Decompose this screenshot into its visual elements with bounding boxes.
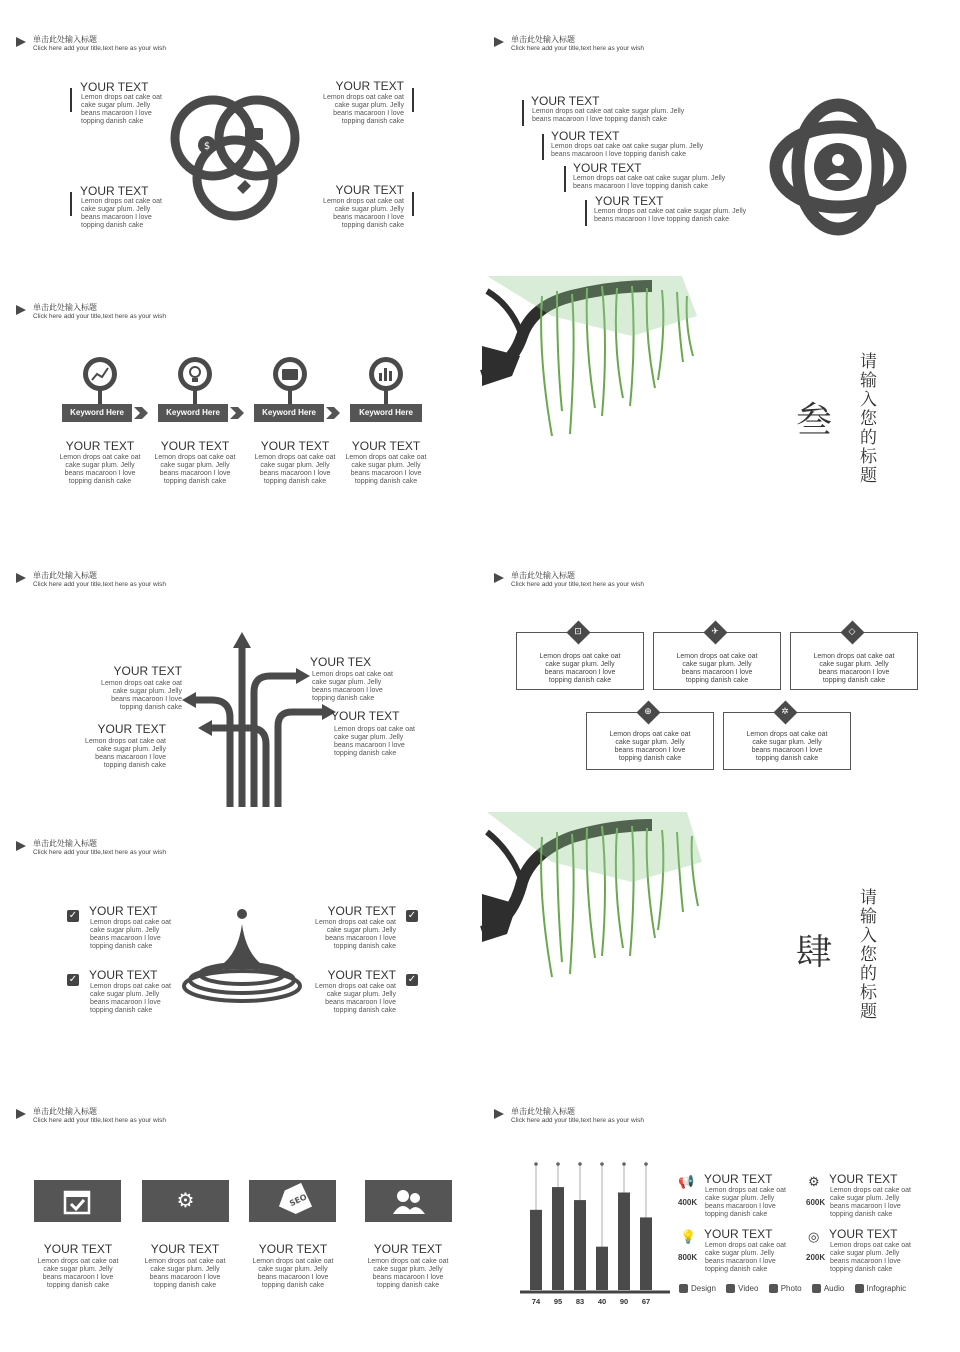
chevron-arrows <box>134 404 470 424</box>
item-title: YOUR TEXT <box>551 129 620 143</box>
keyword-label: Keyword Here <box>62 404 132 422</box>
gear-icon: ⚙ <box>808 1174 820 1189</box>
bar-guide-dot <box>644 1162 648 1166</box>
item-text: Lemon drops oat cake oat cake sugar plum. Jelly beans macaroon I love topping danish cake <box>254 454 336 485</box>
legend-item: Audio <box>812 1284 844 1293</box>
item-title: YOUR TEXT <box>160 439 230 453</box>
item-title: YOUR TEXT <box>258 1242 328 1256</box>
header-subtitle[interactable]: Click here add your title,text here as your wish <box>511 45 644 52</box>
item-title: YOUR TEXT <box>335 183 404 197</box>
keyword-label: Keyword Here <box>350 404 422 422</box>
stat-text: Lemon drops oat cake oat cake sugar plum. Jelly beans macaroon I love topping danish cake <box>705 1242 786 1273</box>
bar-guide-dot <box>622 1162 626 1166</box>
divider-bar <box>522 100 524 126</box>
bar-guide-dot <box>600 1162 604 1166</box>
bar <box>618 1193 630 1291</box>
gears-icon: ⚙ <box>142 1180 229 1222</box>
megaphone-icon: 📢 <box>678 1174 695 1189</box>
section-title-vertical[interactable]: 请输入您的标题 <box>856 352 876 485</box>
item-text: Lemon drops oat cake oat cake sugar plum. Jelly beans macaroon I love topping danish cake <box>81 94 162 125</box>
divider-bar <box>542 134 544 160</box>
item-text: Lemon drops oat cake oat cake sugar plum. Jelly beans macaroon I love topping danish cake <box>323 94 404 125</box>
lotus-emblem-icon <box>758 92 918 242</box>
text-box: Lemon drops oat cake oat cake sugar plum. Jelly beans macaroon I love topping danish cake <box>790 632 918 690</box>
item-text: Lemon drops oat cake oat cake sugar plum. Jelly beans macaroon I love topping danish cake <box>90 919 171 950</box>
divider-bar <box>412 88 414 112</box>
bar <box>552 1187 564 1290</box>
stat-title: YOUR TEXT <box>704 1227 773 1241</box>
svg-text:$: $ <box>203 141 211 152</box>
willow-tree-image <box>482 276 722 456</box>
item-title: YOUR TEXT <box>89 904 158 918</box>
section-title-vertical[interactable]: 请输入您的标题 <box>856 888 876 1021</box>
lock-glyph: ⊡ <box>574 626 582 636</box>
bar-label: 90 <box>619 1297 629 1306</box>
header-subtitle[interactable]: Click here add your title,text here as your wish <box>511 581 644 588</box>
text-box: Lemon drops oat cake oat cake sugar plum. Jelly beans macaroon I love topping danish cake <box>723 712 851 770</box>
slide-1 <box>0 10 470 272</box>
item-text: Lemon drops oat cake oat cake sugar plum. Jelly beans macaroon I love topping danish cake <box>367 1258 449 1289</box>
stat-value: 800K <box>678 1253 698 1262</box>
item-title: YOUR TEXT <box>327 968 396 982</box>
text-box: Lemon drops oat cake oat cake sugar plum. Jelly beans macaroon I love topping danish cake <box>516 632 644 690</box>
triangle-bullet-icon <box>16 1109 26 1119</box>
plane-glyph: ✈ <box>711 626 719 636</box>
checkbox-icon[interactable]: ✓ <box>407 974 417 985</box>
bar-guide-dot <box>534 1162 538 1166</box>
item-title: YOUR TEXT <box>97 722 166 736</box>
item-text: Lemon drops oat cake oat cake sugar plum. Jelly beans macaroon I love topping danish cake <box>85 738 166 769</box>
bar <box>596 1247 608 1290</box>
header-title[interactable]: 单击此处输入标题 <box>33 571 97 580</box>
item-title: YOUR TEXT <box>113 664 182 678</box>
item-title: YOUR TEXT <box>89 968 158 982</box>
bulb-icon: 💡 <box>680 1229 697 1244</box>
stat-text: Lemon drops oat cake oat cake sugar plum. Jelly beans macaroon I love topping danish cake <box>830 1242 911 1273</box>
item-text: Lemon drops oat cake oat cake sugar plum. Jelly beans macaroon I love topping danish cake <box>551 143 704 158</box>
triangle-bullet-icon <box>494 1109 504 1119</box>
item-title: YOUR TEXT <box>531 94 600 108</box>
item-text: Lemon drops oat cake oat cake sugar plum. Jelly beans macaroon I love topping danish cake <box>252 1258 334 1289</box>
diamond-glyph: ◇ <box>848 626 856 636</box>
item-title: YOUR TEXT <box>260 439 330 453</box>
triangle-bullet-icon <box>16 573 26 583</box>
item-text: Lemon drops oat cake oat cake sugar plum. Jelly beans macaroon I love topping danish cake <box>315 919 396 950</box>
calendar-check-icon <box>34 1180 121 1222</box>
team-icon <box>365 1180 452 1222</box>
bar-label: 95 <box>553 1297 563 1306</box>
bar-guide-dot <box>578 1162 582 1166</box>
item-text: Lemon drops oat cake oat cake sugar plum. Jelly beans macaroon I love topping danish cake <box>81 198 162 229</box>
item-text: Lemon drops oat cake oat cake sugar plum. Jelly beans macaroon I love topping danish cake <box>594 208 747 223</box>
bar-chart <box>520 1158 680 1308</box>
item-title: YOUR TEXT <box>331 709 400 723</box>
bar <box>574 1200 586 1290</box>
item-text: Lemon drops oat cake oat cake sugar plum. Jelly beans macaroon I love topping danish cake <box>345 454 427 485</box>
slide-9 <box>0 1082 470 1344</box>
checkbox-icon[interactable]: ✓ <box>68 910 78 921</box>
stat-text: Lemon drops oat cake oat cake sugar plum. Jelly beans macaroon I love topping danish cake <box>705 1187 786 1218</box>
stat-value: 200K <box>806 1253 826 1262</box>
item-text: Lemon drops oat cake oat cake sugar plum. Jelly beans macaroon I love topping danish cake <box>315 983 396 1014</box>
three-ring-emblem-icon <box>165 88 305 228</box>
header-subtitle[interactable]: Click here add your title,text here as your wish <box>33 45 166 52</box>
stat-text: Lemon drops oat cake oat cake sugar plum. Jelly beans macaroon I love topping danish cake <box>830 1187 911 1218</box>
item-title: YOUR TEXT <box>80 184 149 198</box>
gears-glyph: ✲ <box>781 706 789 716</box>
item-text: Lemon drops oat cake oat cake sugar plum. Jelly beans macaroon I love topping danish cake <box>144 1258 226 1289</box>
globe-glyph: ⊕ <box>644 706 652 716</box>
item-title: YOUR TEXT <box>43 1242 113 1256</box>
item-title: YOUR TEXT <box>351 439 421 453</box>
item-title: YOUR TEXT <box>573 161 642 175</box>
bar <box>640 1217 652 1290</box>
triangle-bullet-icon <box>16 37 26 47</box>
bar-label: 83 <box>575 1297 585 1306</box>
checkbox-icon[interactable]: ✓ <box>407 910 417 921</box>
bar-label: 74 <box>531 1297 541 1306</box>
divider-bar <box>412 192 414 216</box>
item-title: YOUR TEXT <box>327 904 396 918</box>
legend-item: Infographic <box>855 1284 907 1293</box>
slide-2 <box>478 10 948 272</box>
text-box: Lemon drops oat cake oat cake sugar plum. Jelly beans macaroon I love topping danish cake <box>653 632 781 690</box>
bar <box>530 1210 542 1290</box>
triangle-bullet-icon <box>494 37 504 47</box>
triangle-bullet-icon <box>16 841 26 851</box>
section-number: 叁 <box>796 400 833 441</box>
item-text: Lemon drops oat cake oat cake sugar plum. Jelly beans macaroon I love topping danish cake <box>573 175 726 190</box>
divider-bar <box>564 166 566 192</box>
header-subtitle[interactable]: Click here add your title,text here as your wish <box>33 581 166 588</box>
header-title[interactable]: 单击此处输入标题 <box>511 35 575 44</box>
header-subtitle[interactable]: Click here add your title,text here as your wish <box>33 1117 166 1124</box>
triangle-bullet-icon <box>16 305 26 315</box>
keyword-label: Keyword Here <box>254 404 324 422</box>
header-subtitle[interactable]: Click here add your title,text here as your wish <box>33 849 166 856</box>
header-subtitle[interactable]: Click here add your title,text here as your wish <box>33 313 166 320</box>
section-number: 肆 <box>796 932 833 973</box>
stat-value: 600K <box>806 1198 826 1207</box>
item-text: Lemon drops oat cake oat cake sugar plum. Jelly beans macaroon I love topping danish cake <box>59 454 141 485</box>
item-text: Lemon drops oat cake oat cake sugar plum. Jelly beans macaroon I love topping danish cake <box>101 680 182 711</box>
bar-label: 40 <box>597 1297 607 1306</box>
item-title: YOUR TEXT <box>150 1242 220 1256</box>
header-title[interactable]: 单击此处输入标题 <box>33 303 97 312</box>
section-divider-4 <box>478 812 948 1074</box>
stat-title: YOUR TEXT <box>829 1172 898 1186</box>
header-subtitle[interactable]: Click here add your title,text here as your wish <box>511 1117 644 1124</box>
header-title[interactable]: 单击此处输入标题 <box>511 571 575 580</box>
checkbox-icon[interactable]: ✓ <box>68 974 78 985</box>
stat-title: YOUR TEXT <box>829 1227 898 1241</box>
triangle-bullet-icon <box>494 573 504 583</box>
header-title[interactable]: 单击此处输入标题 <box>33 839 97 848</box>
legend-item: Design <box>679 1284 716 1293</box>
water-drop-ripple-icon <box>182 906 302 1006</box>
chart-legend <box>679 1284 906 1293</box>
header-title[interactable]: 单击此处输入标题 <box>33 35 97 44</box>
legend-item: Video <box>726 1284 758 1293</box>
bar-guide-dot <box>556 1162 560 1166</box>
slide-7 <box>0 814 470 1076</box>
keyword-label: Keyword Here <box>158 404 228 422</box>
item-text: Lemon drops oat cake oat cake sugar plum. Jelly beans macaroon I love topping danish cake <box>334 726 415 757</box>
item-title: YOUR TEXT <box>595 194 664 208</box>
item-text: Lemon drops oat cake oat cake sugar plum. Jelly beans macaroon I love topping danish cake <box>312 671 393 702</box>
stat-value: 400K <box>678 1198 698 1207</box>
divider-bar <box>70 192 72 216</box>
header-title[interactable]: 单击此处输入标题 <box>511 1107 575 1116</box>
bar-label: 67 <box>641 1297 651 1306</box>
text-box: Lemon drops oat cake oat cake sugar plum. Jelly beans macaroon I love topping danish cake <box>586 712 714 770</box>
slide-10 <box>478 1082 948 1344</box>
item-title: YOUR TEXT <box>373 1242 443 1256</box>
item-text: Lemon drops oat cake oat cake sugar plum. Jelly beans macaroon I love topping danish cake <box>90 983 171 1014</box>
seo-tag-icon <box>249 1180 336 1222</box>
item-text: Lemon drops oat cake oat cake sugar plum. Jelly beans macaroon I love topping danish cake <box>37 1258 119 1289</box>
header-title[interactable]: 单击此处输入标题 <box>33 1107 97 1116</box>
divider-bar <box>70 88 72 112</box>
stat-title: YOUR TEXT <box>704 1172 773 1186</box>
svg-text:SEO: SEO <box>288 1192 309 1209</box>
disc-icon: ◎ <box>808 1229 820 1244</box>
slide-5 <box>0 546 470 808</box>
divider-bar <box>585 200 587 226</box>
willow-tree-image <box>482 812 722 992</box>
item-text: Lemon drops oat cake oat cake sugar plum. Jelly beans macaroon I love topping danish cake <box>532 108 685 123</box>
item-title: YOUR TEXT <box>80 80 149 94</box>
legend-item: Photo <box>769 1284 802 1293</box>
section-divider-3 <box>478 276 948 538</box>
item-text: Lemon drops oat cake oat cake sugar plum. Jelly beans macaroon I love topping danish cake <box>323 198 404 229</box>
item-text: Lemon drops oat cake oat cake sugar plum. Jelly beans macaroon I love topping danish cake <box>154 454 236 485</box>
item-title: YOUR TEXT <box>65 439 135 453</box>
item-title: YOUR TEX <box>310 655 372 669</box>
slide-3 <box>0 278 470 540</box>
item-title: YOUR TEXT <box>335 79 404 93</box>
slide-6 <box>478 546 948 808</box>
